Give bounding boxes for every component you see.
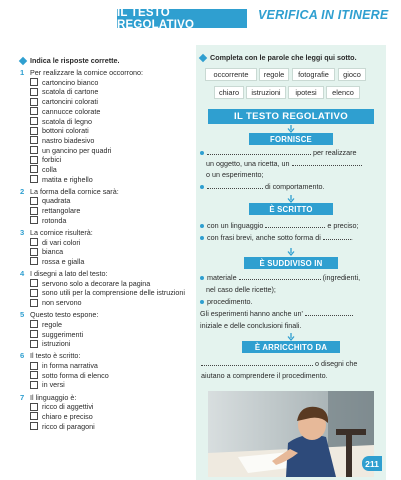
checkbox[interactable] xyxy=(30,340,38,348)
checkbox[interactable] xyxy=(30,216,38,224)
answer-option-label: rossa e gialla xyxy=(42,256,85,266)
checkbox[interactable] xyxy=(30,238,38,246)
question-1 xyxy=(20,68,190,184)
answer-option[interactable] xyxy=(30,339,190,348)
suddiviso-line-1: materiale (ingredienti, xyxy=(200,273,360,282)
answer-option[interactable] xyxy=(30,257,190,266)
answer-option-label: chiaro e preciso xyxy=(42,411,93,421)
answer-option-label: suggerimenti xyxy=(42,329,84,339)
arrow-down-icon xyxy=(287,195,295,203)
answer-option-label: colla xyxy=(42,164,57,174)
answer-option-label: sotto forma di elenco xyxy=(42,370,109,380)
question-title xyxy=(20,68,190,78)
answer-option[interactable] xyxy=(30,87,190,96)
checkbox[interactable] xyxy=(30,403,38,411)
answer-option[interactable] xyxy=(30,165,190,174)
question-text: La cornice risulterà: xyxy=(30,227,93,237)
answer-option[interactable] xyxy=(30,247,190,256)
answer-option-label: di vari colori xyxy=(42,237,81,247)
checkbox[interactable] xyxy=(30,136,38,144)
question-5 xyxy=(20,310,190,349)
answer-option-label: istruzioni xyxy=(42,339,71,349)
answer-option-label: bianca xyxy=(42,247,64,257)
fornisce-line-2: un oggetto, una ricetta, un xyxy=(206,159,362,168)
word-bank-item: chiaro xyxy=(214,86,244,99)
fornisce-line-1: per realizzare xyxy=(200,148,357,157)
answer-option-label: sono utili per la comprensione delle istruzioni xyxy=(42,288,186,298)
question-number: 3 xyxy=(20,227,25,237)
answer-blank[interactable] xyxy=(305,309,353,316)
question-text: Il linguaggio è: xyxy=(30,392,77,402)
arrow-down-icon xyxy=(287,125,295,133)
answer-option-label: non servono xyxy=(42,298,82,308)
word-bank-item: fotografie xyxy=(292,68,335,81)
fornisce-line-3: o un esperimento; xyxy=(206,170,264,179)
answer-option-label: ricco di paragoni xyxy=(42,421,95,431)
question-number: 6 xyxy=(20,351,25,361)
checkbox[interactable] xyxy=(30,107,38,115)
answer-blank[interactable] xyxy=(207,182,263,189)
photo-illustration xyxy=(208,391,374,477)
question-title xyxy=(20,227,190,237)
answer-option[interactable] xyxy=(30,402,190,411)
checkbox[interactable] xyxy=(30,330,38,338)
left-instruction: Indica le risposte corrette. xyxy=(30,56,190,65)
tab-scritto: È SCRITTO xyxy=(249,203,333,215)
answer-blank[interactable] xyxy=(292,159,362,166)
checkbox[interactable] xyxy=(30,165,38,173)
answer-option[interactable] xyxy=(30,196,190,205)
question-number: 1 xyxy=(20,68,25,78)
page-number: 211 xyxy=(362,456,382,471)
question-2 xyxy=(20,186,190,225)
checkbox[interactable] xyxy=(30,248,38,256)
arricchito-line-1: o disegni che xyxy=(201,359,357,368)
answer-option[interactable] xyxy=(30,216,190,225)
answer-option[interactable] xyxy=(30,97,190,106)
question-list xyxy=(20,68,190,431)
answer-option[interactable] xyxy=(30,320,190,329)
checkbox[interactable] xyxy=(30,257,38,265)
checkbox[interactable] xyxy=(30,299,38,307)
answer-option[interactable] xyxy=(30,422,190,431)
question-4 xyxy=(20,269,190,308)
answer-option[interactable] xyxy=(30,380,190,389)
word-bank-item: occorrente xyxy=(205,68,257,81)
answer-option-label: quadrata xyxy=(42,196,71,206)
answer-option[interactable] xyxy=(30,107,190,116)
answer-blank[interactable] xyxy=(207,148,311,155)
question-text: I disegni a lato del testo: xyxy=(30,269,108,279)
bullet-dot-icon xyxy=(200,151,204,155)
question-text: Per realizzare la cornice occorrono: xyxy=(30,68,144,78)
right-instruction: Completa con le parole che leggi qui sotto. xyxy=(200,53,357,62)
bullet-dot-icon xyxy=(200,276,204,280)
suddiviso-line-4: Gli esperimenti hanno anche un' xyxy=(200,309,353,318)
answer-option-label: servono solo a decorare la pagina xyxy=(42,278,151,288)
answer-option-label: rotonda xyxy=(42,215,67,225)
answer-blank[interactable] xyxy=(239,273,321,280)
answer-option[interactable] xyxy=(30,206,190,215)
checkbox[interactable] xyxy=(30,381,38,389)
checkbox[interactable] xyxy=(30,362,38,370)
answer-option[interactable] xyxy=(30,136,190,145)
question-text: La forma della cornice sarà: xyxy=(30,186,119,196)
arricchito-line-2: aiutano a comprendere il procedimento. xyxy=(201,371,328,380)
answer-option[interactable] xyxy=(30,146,190,155)
answer-option[interactable] xyxy=(30,78,190,87)
answer-option-label: cartoncini colorati xyxy=(42,97,98,107)
word-bank-item: gioco xyxy=(338,68,366,81)
answer-blank[interactable] xyxy=(323,233,351,240)
answer-option[interactable] xyxy=(30,279,190,288)
main-banner: IL TESTO REGOLATIVO xyxy=(208,109,374,124)
word-bank-item: istruzioni xyxy=(246,86,286,99)
arrow-down-icon xyxy=(287,248,295,256)
tab-arricchito: È ARRICCHITO DA xyxy=(242,341,340,353)
answer-option[interactable] xyxy=(30,412,190,421)
checkbox[interactable] xyxy=(30,197,38,205)
diamond-bullet-icon xyxy=(19,56,27,64)
answer-option[interactable] xyxy=(30,126,190,135)
word-bank-item: elenco xyxy=(326,86,360,99)
scritto-line-1: con un linguaggio e preciso; xyxy=(200,221,359,230)
answer-option-label: cannucce colorate xyxy=(42,106,101,116)
section-title: IL TESTO REGOLATIVO xyxy=(117,9,247,28)
answer-option-label: nastro biadesivo xyxy=(42,135,95,145)
answer-option-label: scatola di legno xyxy=(42,116,92,126)
scritto-line-2: con frasi brevi, anche sotto forma di . xyxy=(200,233,353,242)
answer-option-label: bottoni colorati xyxy=(42,126,89,136)
answer-option[interactable] xyxy=(30,155,190,164)
word-bank-item: regole xyxy=(259,68,289,81)
suddiviso-line-2: nel caso delle ricette); xyxy=(206,285,276,294)
question-title xyxy=(20,392,190,402)
bullet-dot-icon xyxy=(200,300,204,304)
question-number: 7 xyxy=(20,392,25,402)
answer-option-label: matita e righello xyxy=(42,174,93,184)
answer-option[interactable] xyxy=(30,238,190,247)
answer-blank[interactable] xyxy=(265,221,325,228)
checkbox[interactable] xyxy=(30,88,38,96)
photo-child-writing xyxy=(208,391,374,477)
answer-option[interactable] xyxy=(30,298,190,307)
answer-option[interactable] xyxy=(30,330,190,339)
bullet-dot-icon xyxy=(200,185,204,189)
answer-option-label: un gancino per quadri xyxy=(42,145,112,155)
answer-option[interactable] xyxy=(30,361,190,370)
question-text: Il testo è scritto: xyxy=(30,351,81,361)
checkbox[interactable] xyxy=(30,371,38,379)
question-title xyxy=(20,186,190,196)
checkbox[interactable] xyxy=(30,98,38,106)
question-7 xyxy=(20,392,190,431)
exercise-multiple-choice xyxy=(20,56,190,431)
question-3 xyxy=(20,227,190,266)
answer-option-label: in forma narrativa xyxy=(42,361,98,371)
tab-fornisce: FORNISCE xyxy=(249,133,333,145)
question-title xyxy=(20,351,190,361)
page-header xyxy=(0,0,401,36)
suddiviso-line-5: iniziale e delle conclusioni finali. xyxy=(200,321,302,330)
checkbox[interactable] xyxy=(30,156,38,164)
answer-option-label: in versi xyxy=(42,380,65,390)
question-number: 5 xyxy=(20,310,25,320)
answer-option[interactable] xyxy=(30,117,190,126)
answer-option[interactable] xyxy=(30,288,190,297)
checkbox[interactable] xyxy=(30,279,38,287)
question-title xyxy=(20,269,190,279)
fornisce-line-4: di comportamento. xyxy=(200,182,325,191)
checkbox[interactable] xyxy=(30,146,38,154)
checkbox[interactable] xyxy=(30,320,38,328)
page-subtitle: VERIFICA IN ITINERE xyxy=(258,8,389,22)
suddiviso-line-3: procedimento. xyxy=(200,297,253,306)
checkbox[interactable] xyxy=(30,412,38,420)
checkbox[interactable] xyxy=(30,117,38,125)
checkbox[interactable] xyxy=(30,127,38,135)
checkbox[interactable] xyxy=(30,78,38,86)
question-number: 2 xyxy=(20,186,25,196)
bullet-dot-icon xyxy=(200,224,204,228)
question-6 xyxy=(20,351,190,390)
checkbox[interactable] xyxy=(30,422,38,430)
answer-option-label: cartoncino bianco xyxy=(42,77,99,87)
tab-suddiviso: È SUDDIVISO IN xyxy=(244,257,338,269)
answer-blank[interactable] xyxy=(201,359,313,366)
checkbox[interactable] xyxy=(30,289,38,297)
answer-option-label: ricco di aggettivi xyxy=(42,402,94,412)
arrow-down-icon xyxy=(287,333,295,341)
answer-option-label: rettangolare xyxy=(42,206,81,216)
word-bank-item: ipotesi xyxy=(288,86,324,99)
question-text: Questo testo espone: xyxy=(30,310,99,320)
bullet-dot-icon xyxy=(200,236,204,240)
answer-option[interactable] xyxy=(30,175,190,184)
answer-option[interactable] xyxy=(30,371,190,380)
answer-option-label: scatola di cartone xyxy=(42,87,99,97)
answer-option-label: forbici xyxy=(42,155,62,165)
question-number: 4 xyxy=(20,269,25,279)
checkbox[interactable] xyxy=(30,207,38,215)
question-title xyxy=(20,310,190,320)
answer-option-label: regole xyxy=(42,319,62,329)
checkbox[interactable] xyxy=(30,175,38,183)
diamond-bullet-icon xyxy=(199,53,207,61)
